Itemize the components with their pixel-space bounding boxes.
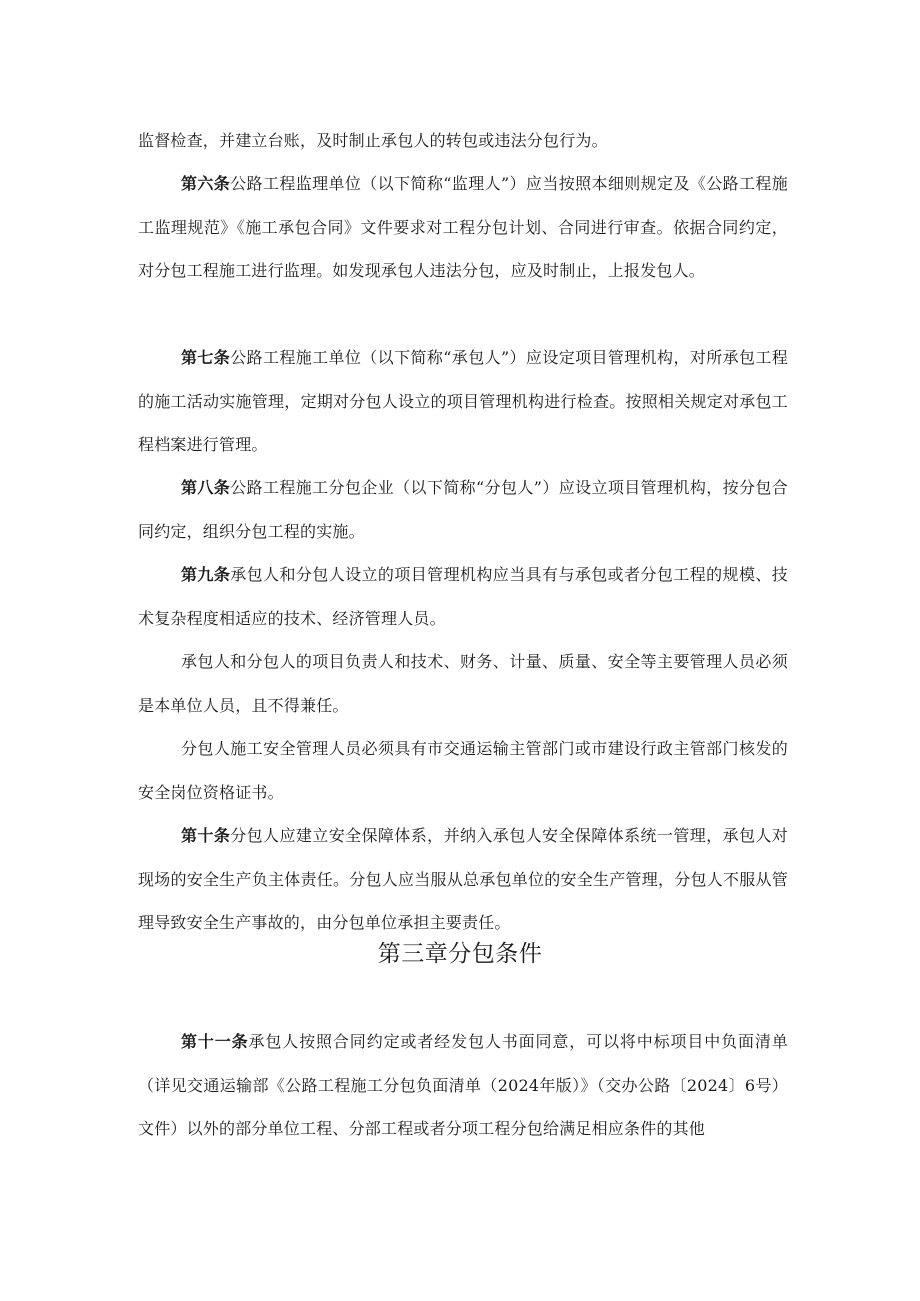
article-number: 第八条 <box>181 478 231 497</box>
paragraph-continuation <box>138 119 788 163</box>
article-number: 第十一条 <box>181 1032 249 1051</box>
article-10 <box>138 814 788 945</box>
article-number: 第十条 <box>181 826 231 845</box>
paragraph-text: 分包人施工安全管理人员必须具有市交通运输主管部门或市建设行政主管部门核发的安全岗位资格证书。 <box>138 739 788 802</box>
article-9 <box>138 553 788 640</box>
paragraph-text: 公路工程监理单位（以下简称“监理人”）应当按照本细则规定及《公路工程施工监理规范》《施工承包合同》文件要求对工程分包计划、合同进行审查。依据合同约定，对分包工程施工进行监理。如发现承包人违法分包，应及时制止，上报发包人。 <box>138 174 788 280</box>
chapter-title: 第三章分包条件 <box>377 941 543 967</box>
article-9-para-2 <box>138 640 788 727</box>
paragraph-text: 承包人按照合同约定或者经发包人书面同意，可以将中标项目中负面清单（详见交通运输部《公路工程施工分包负面清单（2024年版）》（交办公路〔2024〕6号）文件）以外的部分单位工程、分部工程或者分项工程分包给满足相应条件的其他 <box>138 1032 788 1138</box>
paragraph-text: 公路工程施工分包企业（以下简称“分包人”）应设立项目管理机构，按分包合同约定，组织分包工程的实施。 <box>138 478 788 541</box>
article-8 <box>138 466 788 553</box>
article-9-para-3 <box>138 727 788 814</box>
article-6 <box>138 162 788 293</box>
paragraph-text: 监督检查，并建立台账，及时制止承包人的转包或违法分包行为。 <box>138 131 608 150</box>
paragraph-text: 承包人和分包人设立的项目管理机构应当具有与承包或者分包工程的规模、技术复杂程度相适应的技术、经济管理人员。 <box>138 565 788 628</box>
paragraph-text: 公路工程施工单位（以下简称“承包人”）应设定项目管理机构，对所承包工程的施工活动实施管理，定期对分包人设立的项目管理机构进行检查。按照相关规定对承包工程档案进行管理。 <box>138 348 788 454</box>
article-11 <box>138 1020 788 1151</box>
article-number: 第六条 <box>181 174 231 193</box>
paragraph-text: 承包人和分包人的项目负责人和技术、财务、计量、质量、安全等主要管理人员必须是本单位人员，且不得兼任。 <box>138 652 788 715</box>
article-7 <box>138 336 788 467</box>
article-number: 第九条 <box>181 565 231 584</box>
article-number: 第七条 <box>181 348 231 367</box>
paragraph-text: 分包人应建立安全保障体系，并纳入承包人安全保障体系统一管理，承包人对现场的安全生产负主体责任。分包人应当服从总承包单位的安全生产管理，分包人不服从管理导致安全生产事故的，由分包单位承担主要责任。 <box>138 826 788 932</box>
